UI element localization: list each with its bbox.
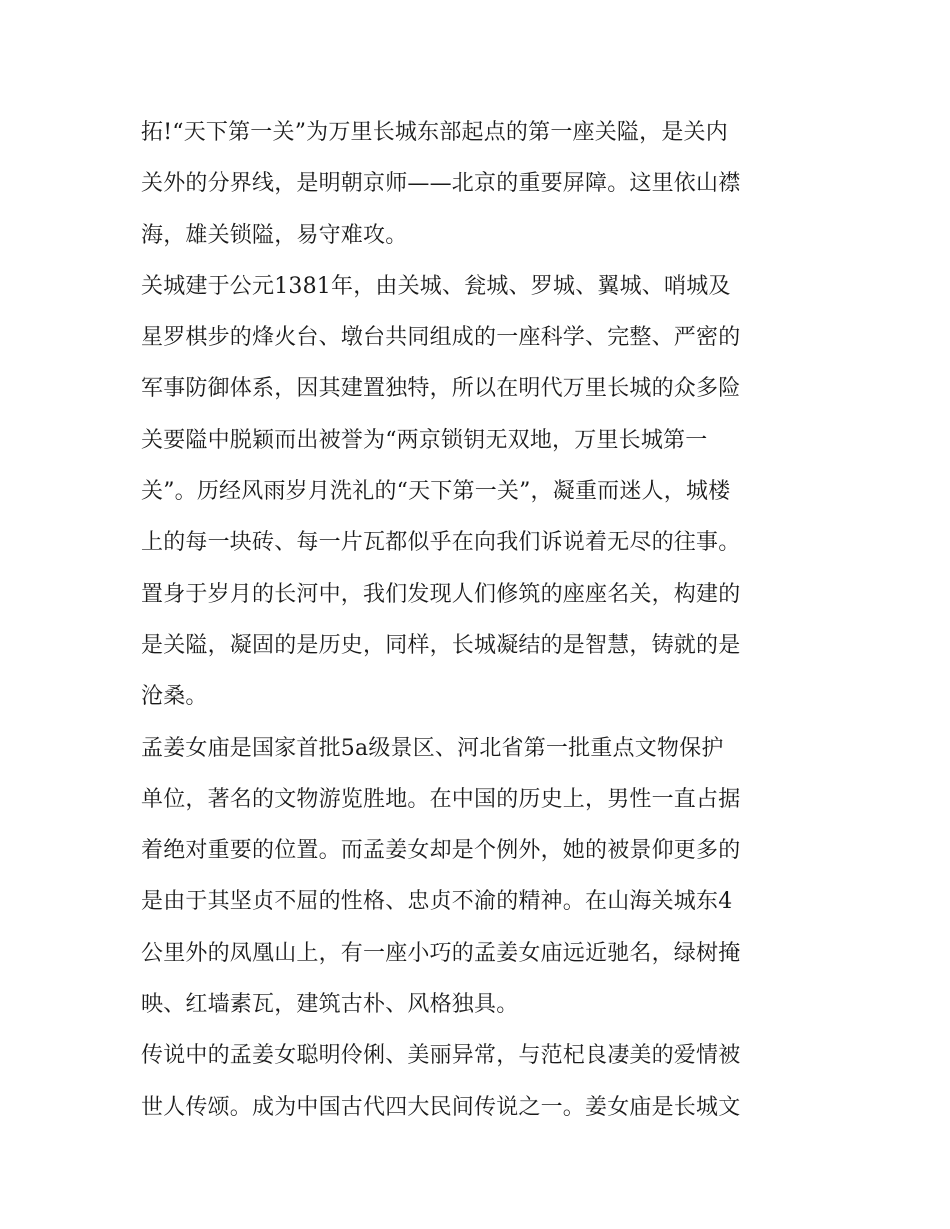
- text-line: 关”。历经风雨岁月洗礼的“天下第一关”，凝重而迷人，城楼: [141, 479, 731, 505]
- document-body: [141, 107, 821, 1133]
- text-line: 传说中的孟姜女聪明伶俐、美丽异常，与范杞良凄美的爱情被: [141, 1043, 741, 1069]
- text-line: 是由于其坚贞不屈的性格、忠贞不渝的精神。在山海关城东4: [141, 889, 733, 915]
- text-line: 海，雄关锁隘，易守难攻。: [141, 222, 408, 248]
- text-line: 单位，著名的文物游览胜地。在中国的历史上，男性一直占据: [141, 786, 741, 812]
- text-line: 公里外的凤凰山上，有一座小巧的孟姜女庙远近驰名，绿树掩: [141, 940, 741, 966]
- text-line: 关城建于公元1381年，由关城、瓮城、罗城、翼城、哨城及: [141, 273, 731, 299]
- text-line: 军事防御体系，因其建置独特，所以在明代万里长城的众多险: [141, 376, 741, 402]
- text-line: 拓!“天下第一关”为万里长城东部起点的第一座关隘，是关内: [141, 120, 728, 145]
- text-line: 映、红墙素瓦，建筑古朴、风格独具。: [141, 992, 519, 1018]
- text-line: 是关隘，凝固的是历史，同样，长城凝结的是智慧，铸就的是: [141, 632, 741, 658]
- text-line: 孟姜女庙是国家首批5a级景区、河北省第一批重点文物保护: [141, 735, 724, 761]
- text-line: 星罗棋步的烽火台、墩台共同组成的一座科学、完整、严密的: [141, 325, 741, 351]
- text-line: 置身于岁月的长河中，我们发现人们修筑的座座名关，构建的: [141, 581, 741, 607]
- text-line: 关外的分界线，是明朝京师——北京的重要屏障。这里依山襟: [141, 171, 741, 197]
- text-line: 关要隘中脱颖而出被誉为“两京锁钥无双地，万里长城第一: [141, 427, 708, 453]
- text-line: 世人传颂。成为中国古代四大民间传说之一。姜女庙是长城文: [141, 1094, 741, 1120]
- text-line: 上的每一块砖、每一片瓦都似乎在向我们诉说着无尽的往事。: [141, 530, 741, 556]
- text-line: 着绝对重要的位置。而孟姜女却是个例外，她的被景仰更多的: [141, 838, 741, 864]
- text-line: 沧桑。: [141, 684, 208, 710]
